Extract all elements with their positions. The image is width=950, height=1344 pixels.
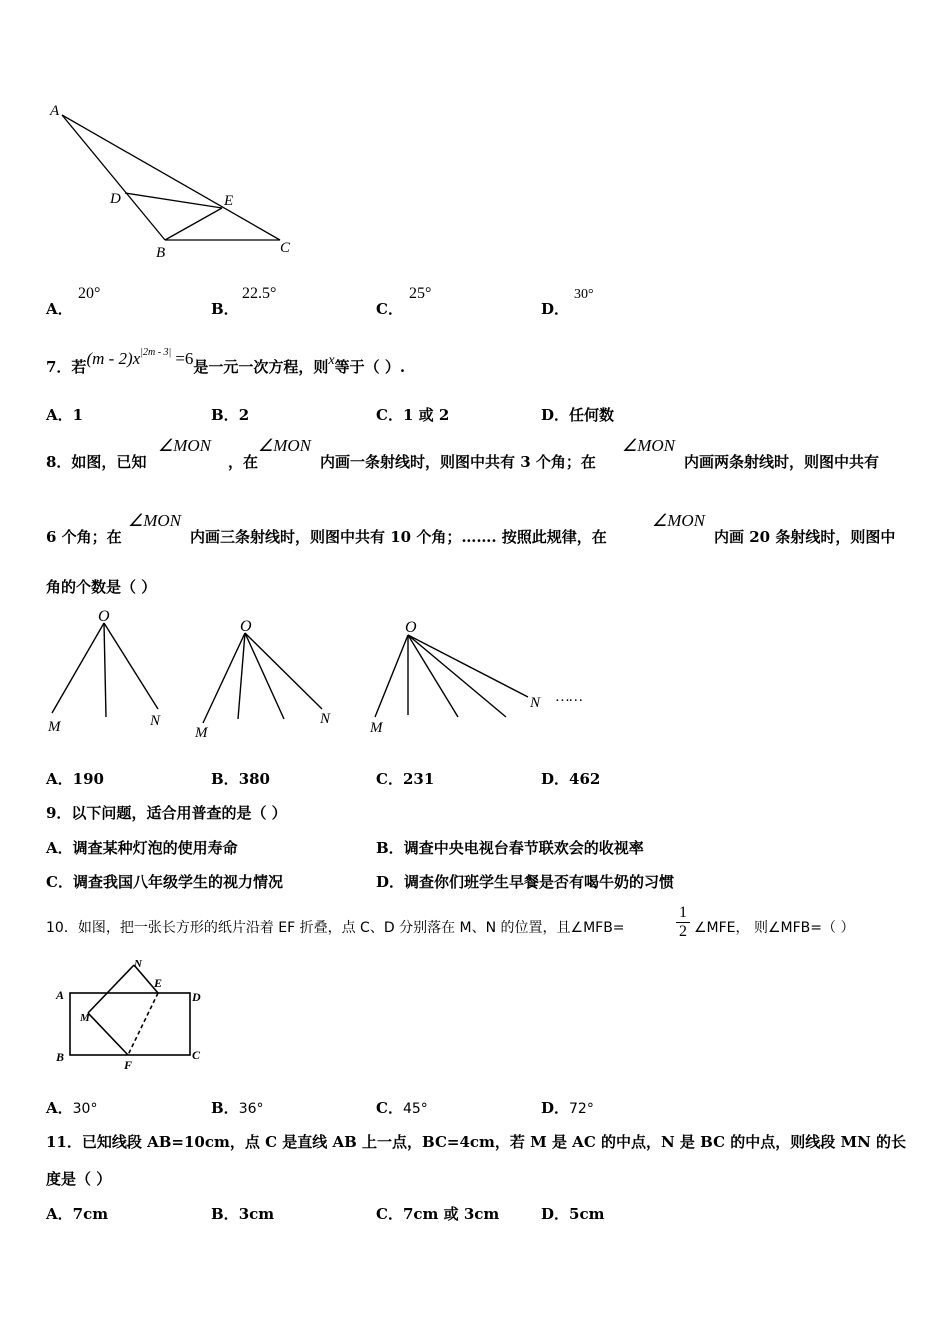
q7-variable: x bbox=[328, 353, 335, 368]
q10-fraction-denominator: 2 bbox=[679, 923, 687, 940]
label-f: F bbox=[124, 1058, 133, 1072]
segment-ac bbox=[62, 115, 280, 240]
fold-line-ef bbox=[128, 993, 158, 1055]
label-c: C bbox=[280, 240, 291, 256]
fig1-label-o: O bbox=[98, 608, 110, 625]
q6-option-a-value: 20° bbox=[78, 285, 101, 302]
fig2-ray-on bbox=[245, 633, 322, 709]
label-e: E bbox=[224, 193, 234, 209]
q6-option-c-value: 25° bbox=[409, 285, 432, 302]
q8-line1-b: ，在 bbox=[228, 453, 259, 471]
label-a: A bbox=[56, 988, 65, 1002]
q7-prefix: 7．若 bbox=[46, 358, 87, 376]
q8-line1-d: 内画两条射线时，则图中共有 bbox=[684, 453, 880, 471]
q8-line2-c: 内画 20 条射线时，则图中 bbox=[714, 528, 896, 546]
fig3-label-o: O bbox=[405, 619, 417, 636]
q7-rhs: =6 bbox=[175, 349, 194, 368]
q11-option-d[interactable]: D．5cm bbox=[541, 1205, 605, 1223]
fig1-ray-om bbox=[52, 623, 104, 713]
fig2-label-o: O bbox=[240, 618, 252, 635]
q10-tail: ∠MFE， 则∠MFB=（ ） bbox=[694, 920, 855, 936]
q8-angle-3: ∠MON bbox=[622, 436, 676, 455]
q11-stem-line1: 11．已知线段 AB=10cm，点 C 是直线 AB 上一点，BC=4cm，若 M 是 AC 的中点，N 是 BC 的中点，则线段 MN 的长 bbox=[46, 1133, 907, 1151]
q8-option-a[interactable]: A．190 bbox=[46, 770, 104, 788]
fig3-ray-om bbox=[375, 635, 408, 717]
q8-angle-2: ∠MON bbox=[258, 436, 312, 455]
q9-option-a[interactable]: A．调查某种灯泡的使用寿命 bbox=[46, 839, 238, 857]
fig1-label-n: N bbox=[150, 713, 161, 729]
q7-exponent: |2m - 3| bbox=[140, 347, 172, 358]
label-b: B bbox=[56, 1050, 65, 1064]
q6-option-d-value: 30° bbox=[574, 287, 594, 302]
q9-option-c[interactable]: C．调查我国八年级学生的视力情况 bbox=[46, 873, 283, 891]
segment-mf bbox=[88, 1013, 128, 1055]
q10-option-c[interactable]: C．45° bbox=[376, 1099, 428, 1117]
q7-option-a[interactable]: A．1 bbox=[46, 406, 84, 424]
label-c: C bbox=[192, 1048, 201, 1062]
label-e: E bbox=[154, 976, 163, 990]
triangle-figure-q6 bbox=[40, 95, 300, 265]
fig2-ray-2 bbox=[245, 633, 284, 719]
q10-stem: 10．如图，把一张长方形的纸片沿着 EF 折叠，点 C、D 分别落在 M、N 的位置，且∠MFB= bbox=[46, 920, 625, 936]
label-a: A bbox=[50, 103, 60, 119]
q8-option-d[interactable]: D．462 bbox=[541, 770, 601, 788]
q8-line3: 角的个数是（ ） bbox=[46, 578, 157, 596]
q11-option-b[interactable]: B．3cm bbox=[211, 1205, 275, 1223]
fig3-label-n: N bbox=[530, 695, 541, 711]
segment-de bbox=[125, 193, 222, 208]
label-m: M bbox=[80, 1012, 90, 1024]
q8-angle-5: ∠MON bbox=[652, 511, 706, 530]
q7-suffix: 等于（ ）. bbox=[334, 358, 406, 376]
q10-option-d[interactable]: D．72° bbox=[541, 1099, 594, 1117]
q8-line1-a: 8．如图，已知 bbox=[46, 453, 147, 471]
q8-angle-4: ∠MON bbox=[128, 511, 182, 530]
rectangle-abcd bbox=[70, 993, 190, 1055]
fold-figure-q10 bbox=[50, 955, 220, 1075]
q7-option-d[interactable]: D．任何数 bbox=[541, 406, 615, 424]
fig3-ellipsis: …… bbox=[556, 689, 583, 705]
q7-expression: (m - 2)x bbox=[86, 349, 141, 368]
label-d: D bbox=[192, 990, 201, 1004]
fig1-ray-on bbox=[104, 623, 158, 709]
q11-option-c[interactable]: C．7cm 或 3cm bbox=[376, 1205, 500, 1223]
fig3-ray-3 bbox=[408, 635, 506, 717]
q9-stem: 9．以下问题，适合用普查的是（ ） bbox=[46, 804, 287, 822]
q8-option-c[interactable]: C．231 bbox=[376, 770, 435, 788]
q6-option-d[interactable]: D． bbox=[541, 300, 570, 318]
q7-option-c[interactable]: C．1 或 2 bbox=[376, 406, 450, 424]
label-n: N bbox=[134, 958, 142, 970]
q6-option-a[interactable]: A． bbox=[46, 300, 73, 318]
segment-nm bbox=[88, 965, 134, 1013]
q6-option-c[interactable]: C． bbox=[376, 300, 403, 318]
label-b: B bbox=[156, 245, 166, 261]
q7-option-b[interactable]: B．2 bbox=[211, 406, 250, 424]
q10-option-b[interactable]: B．36° bbox=[211, 1099, 264, 1117]
q8-line2-a: 6 个角；在 bbox=[46, 528, 122, 546]
fig3-label-m: M bbox=[370, 720, 383, 736]
q6-option-b-value: 22.5° bbox=[242, 285, 277, 302]
q9-option-b[interactable]: B．调查中央电视台春节联欢会的收视率 bbox=[376, 839, 644, 857]
label-d: D bbox=[110, 191, 121, 207]
fig3-ray-on bbox=[408, 635, 528, 697]
q11-option-a[interactable]: A．7cm bbox=[46, 1205, 109, 1223]
segment-be bbox=[165, 208, 222, 240]
q9-option-d[interactable]: D．调查你们班学生早餐是否有喝牛奶的习惯 bbox=[376, 873, 675, 891]
q8-option-b[interactable]: B．380 bbox=[211, 770, 270, 788]
rays-figure-q8 bbox=[40, 605, 620, 740]
q7-stem bbox=[46, 347, 406, 377]
q8-line2-b: 内画三条射线时，则图中共有 10 个角；……. 按照此规律，在 bbox=[190, 528, 607, 546]
segment-ab bbox=[62, 115, 165, 240]
q10-fraction-numerator: 1 bbox=[679, 904, 687, 921]
fig1-ray-mid bbox=[104, 623, 106, 717]
fig2-label-m: M bbox=[195, 725, 208, 740]
q8-line1-c: 内画一条射线时，则图中共有 3 个角；在 bbox=[320, 453, 596, 471]
fig1-label-m: M bbox=[48, 719, 61, 735]
q10-fraction bbox=[676, 904, 690, 941]
q7-middle: 是一元一次方程，则 bbox=[193, 358, 329, 376]
q11-stem-line2: 度是（ ） bbox=[46, 1170, 112, 1188]
q10-option-a[interactable]: A．30° bbox=[46, 1099, 98, 1117]
q6-option-b[interactable]: B． bbox=[211, 300, 239, 318]
q8-angle-1: ∠MON bbox=[158, 436, 212, 455]
fig2-label-n: N bbox=[320, 711, 331, 727]
